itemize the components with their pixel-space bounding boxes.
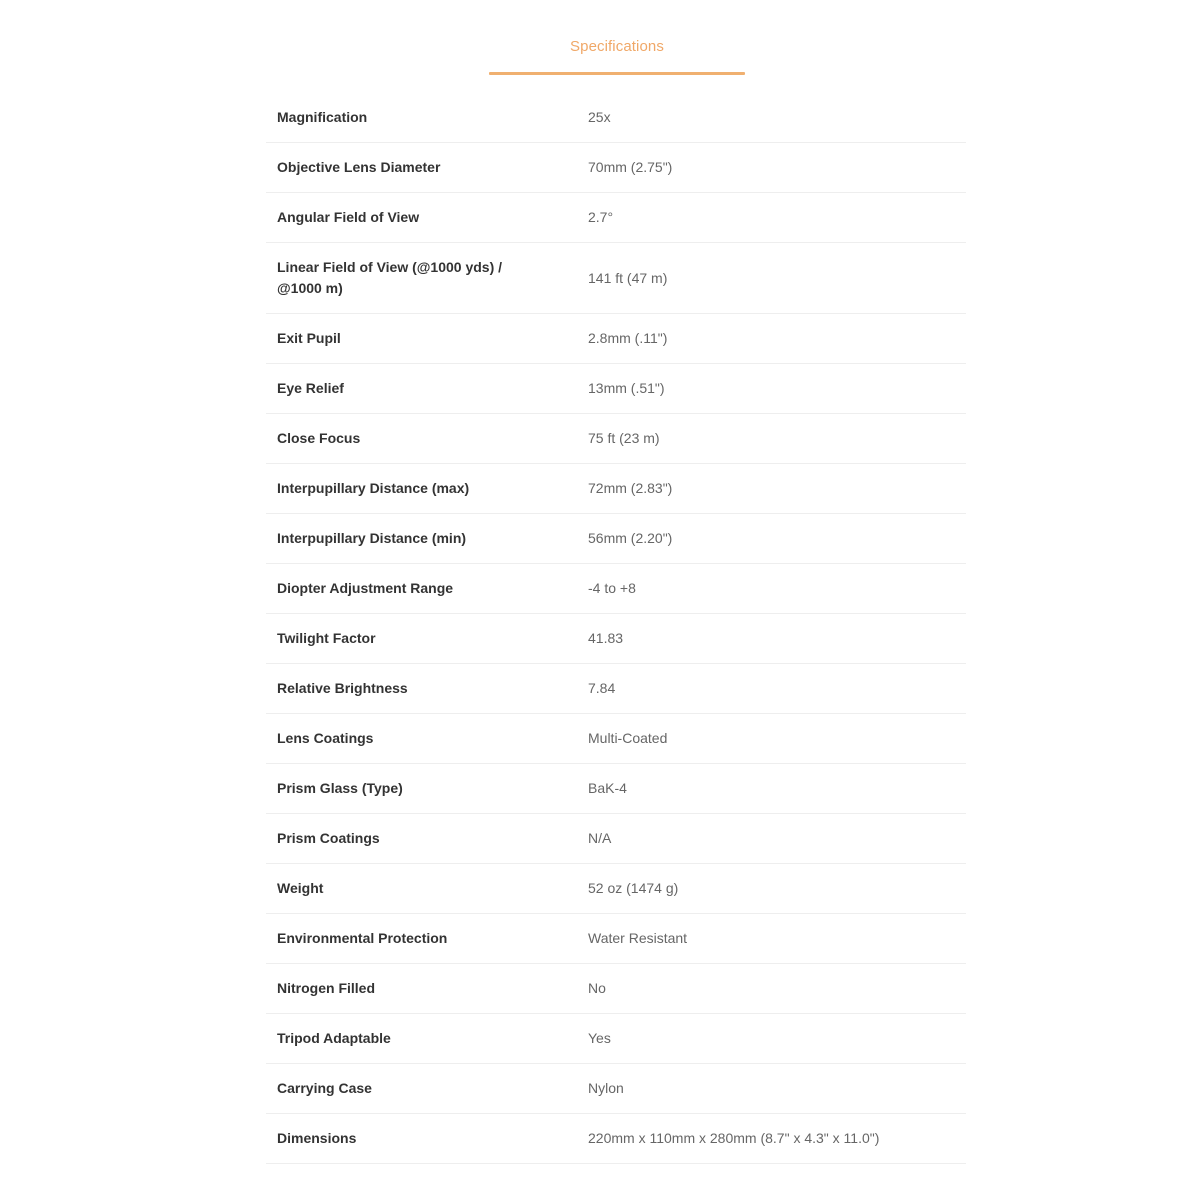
spec-row bbox=[266, 714, 966, 764]
spec-row bbox=[266, 364, 966, 414]
spec-value: BaK-4 bbox=[588, 780, 627, 796]
spec-label: Tripod Adaptable bbox=[277, 1030, 391, 1046]
spec-label: Interpupillary Distance (min) bbox=[277, 530, 467, 546]
spec-label: Linear Field of View (@1000 yds) / @1000 m) bbox=[277, 259, 503, 296]
spec-value: 72mm (2.83") bbox=[588, 480, 673, 496]
spec-row bbox=[266, 914, 966, 964]
spec-value: 75 ft (23 m) bbox=[588, 430, 660, 446]
spec-row bbox=[266, 93, 966, 143]
spec-value: 56mm (2.20") bbox=[588, 530, 673, 546]
spec-value: 52 oz (1474 g) bbox=[588, 880, 679, 896]
tab-bar bbox=[0, 0, 1200, 80]
tab-specifications-label: Specifications bbox=[570, 38, 664, 55]
spec-row bbox=[266, 193, 966, 243]
spec-row bbox=[266, 564, 966, 614]
spec-label: Prism Glass (Type) bbox=[277, 780, 403, 796]
spec-row bbox=[266, 614, 966, 664]
spec-label: Magnification bbox=[277, 109, 368, 125]
spec-value: 41.83 bbox=[588, 630, 624, 646]
spec-label: Nitrogen Filled bbox=[277, 980, 375, 996]
spec-value: 70mm (2.75") bbox=[588, 159, 673, 175]
spec-label: Weight bbox=[277, 880, 324, 896]
spec-label: Prism Coatings bbox=[277, 830, 380, 846]
spec-value: Multi-Coated bbox=[588, 730, 668, 746]
spec-value: Yes bbox=[588, 1030, 611, 1046]
spec-value: Nylon bbox=[588, 1080, 624, 1096]
spec-label: Lens Coatings bbox=[277, 730, 374, 746]
spec-row bbox=[266, 1014, 966, 1064]
spec-label: Angular Field of View bbox=[277, 209, 420, 225]
spec-row bbox=[266, 964, 966, 1014]
spec-value: 2.7° bbox=[588, 209, 614, 225]
specifications-table bbox=[266, 93, 966, 1164]
spec-label: Interpupillary Distance (max) bbox=[277, 480, 470, 496]
spec-row bbox=[266, 864, 966, 914]
spec-label: Close Focus bbox=[277, 430, 361, 446]
active-tab-indicator bbox=[489, 72, 745, 75]
spec-value: 2.8mm (.11") bbox=[588, 330, 668, 346]
spec-row bbox=[266, 1064, 966, 1114]
tab-specifications[interactable] bbox=[489, 0, 745, 76]
spec-row bbox=[266, 314, 966, 364]
spec-row bbox=[266, 514, 966, 564]
spec-row bbox=[266, 243, 966, 314]
spec-value: 141 ft (47 m) bbox=[588, 269, 668, 286]
spec-value: -4 to +8 bbox=[588, 580, 636, 596]
spec-row bbox=[266, 764, 966, 814]
spec-row bbox=[266, 814, 966, 864]
spec-label: Eye Relief bbox=[277, 380, 344, 396]
spec-row bbox=[266, 414, 966, 464]
spec-label: Objective Lens Diameter bbox=[277, 159, 441, 175]
spec-value: N/A bbox=[588, 830, 612, 846]
spec-label: Relative Brightness bbox=[277, 680, 408, 696]
spec-label: Environmental Protection bbox=[277, 930, 448, 946]
spec-row bbox=[266, 1114, 966, 1164]
spec-value: 25x bbox=[588, 109, 611, 125]
spec-value: 7.84 bbox=[588, 680, 616, 696]
spec-label: Exit Pupil bbox=[277, 330, 341, 346]
spec-label: Carrying Case bbox=[277, 1080, 372, 1096]
spec-row bbox=[266, 664, 966, 714]
spec-row bbox=[266, 464, 966, 514]
spec-value: No bbox=[588, 980, 606, 996]
spec-row bbox=[266, 143, 966, 193]
spec-value: Water Resistant bbox=[588, 930, 688, 946]
spec-label: Twilight Factor bbox=[277, 630, 376, 646]
spec-value: 13mm (.51") bbox=[588, 380, 665, 396]
spec-value: 220mm x 110mm x 280mm (8.7" x 4.3" x 11.0") bbox=[588, 1130, 880, 1146]
spec-label: Dimensions bbox=[277, 1130, 357, 1146]
spec-label: Diopter Adjustment Range bbox=[277, 580, 454, 596]
